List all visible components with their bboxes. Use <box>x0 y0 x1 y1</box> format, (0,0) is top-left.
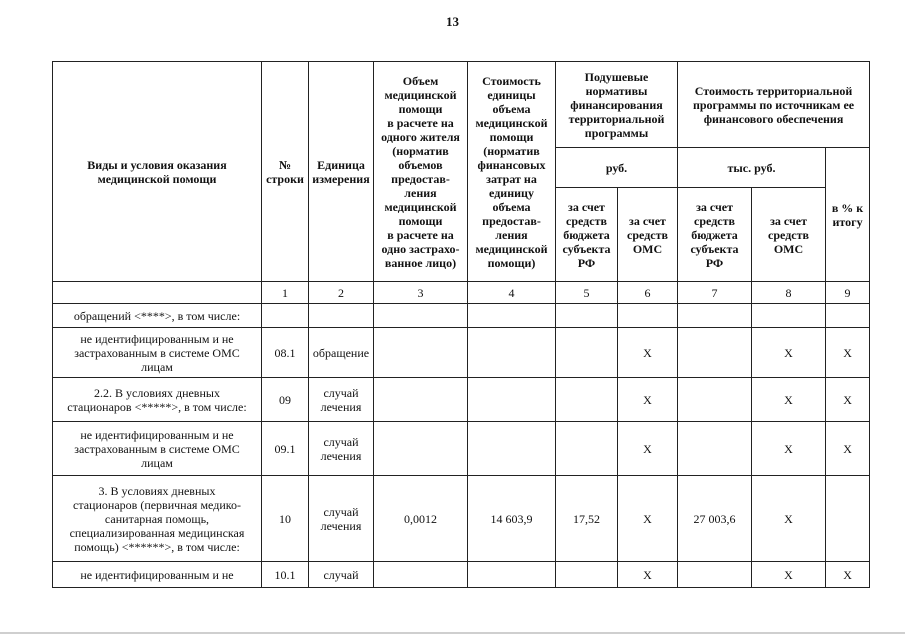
row-cost-budget <box>678 328 752 378</box>
row-number: 08.1 <box>262 328 309 378</box>
row-unit: случай <box>309 562 374 588</box>
row-number <box>262 304 309 328</box>
row-unit-cost: 14 603,9 <box>468 476 556 562</box>
row-percapita-budget <box>556 328 618 378</box>
row-percapita-budget <box>556 562 618 588</box>
column-number: 6 <box>618 282 678 304</box>
row-label: 2.2. В условиях дневных стационаров <*****>, в том числе: <box>53 378 262 422</box>
row-label: не идентифицированным и не застрахованным в системе ОМС лицам <box>53 422 262 476</box>
medical-care-cost-table <box>52 61 870 588</box>
row-label: обращений <****>, в том числе: <box>53 304 262 328</box>
row-label: 3. В условиях дневных стационаров (первичная медико- санитарная помощь, специализированная медицинская помощь) <******>, в том числе: <box>53 476 262 562</box>
header-per-capita: Подушевые нормативы финансирования территориальной программы <box>556 62 678 148</box>
header-oms-2: за счет средств ОМС <box>752 188 826 282</box>
header-rub: руб. <box>556 148 678 188</box>
header-row-1 <box>53 62 870 148</box>
row-unit: случай лечения <box>309 422 374 476</box>
row-percapita-oms <box>618 304 678 328</box>
row-percent: X <box>826 378 870 422</box>
row-unit: случай лечения <box>309 378 374 422</box>
row-percapita-oms: X <box>618 422 678 476</box>
column-number: 3 <box>374 282 468 304</box>
column-number: 7 <box>678 282 752 304</box>
header-row-number: № строки <box>262 62 309 282</box>
row-percapita-budget <box>556 378 618 422</box>
header-kinds: Виды и условия оказания медицинской помощи <box>53 62 262 282</box>
row-number: 09 <box>262 378 309 422</box>
page-bottom-edge <box>0 632 905 634</box>
header-oms: за счет средств ОМС <box>618 188 678 282</box>
row-unit: случай лечения <box>309 476 374 562</box>
row-percapita-oms: X <box>618 476 678 562</box>
row-number: 10.1 <box>262 562 309 588</box>
row-percent: X <box>826 328 870 378</box>
row-cost-oms: X <box>752 422 826 476</box>
header-program-cost: Стоимость территориальной программы по источникам ее финансового обеспечения <box>678 62 870 148</box>
row-percapita-oms: X <box>618 378 678 422</box>
row-label: не идентифицированным и не <box>53 562 262 588</box>
row-volume <box>374 562 468 588</box>
column-number: 9 <box>826 282 870 304</box>
row-volume <box>374 328 468 378</box>
row-unit-cost <box>468 422 556 476</box>
row-cost-budget <box>678 422 752 476</box>
row-cost-budget <box>678 378 752 422</box>
row-cost-oms <box>752 304 826 328</box>
header-unit: Единица измерения <box>309 62 374 282</box>
table-row <box>53 304 870 328</box>
row-percent: X <box>826 422 870 476</box>
column-number: 5 <box>556 282 618 304</box>
row-volume <box>374 378 468 422</box>
page-number: 13 <box>446 14 459 29</box>
table-row <box>53 378 870 422</box>
column-number-blank <box>53 282 262 304</box>
row-unit-cost <box>468 328 556 378</box>
row-percapita-budget: 17,52 <box>556 476 618 562</box>
row-cost-oms: X <box>752 328 826 378</box>
row-cost-budget <box>678 562 752 588</box>
row-percapita-oms: X <box>618 562 678 588</box>
column-number: 8 <box>752 282 826 304</box>
row-percapita-budget <box>556 304 618 328</box>
header-budget-rf: за счет средств бюджета субъекта РФ <box>556 188 618 282</box>
row-cost-budget <box>678 304 752 328</box>
row-cost-oms: X <box>752 562 826 588</box>
row-number: 10 <box>262 476 309 562</box>
row-percent <box>826 476 870 562</box>
header-thousand-rub: тыс. руб. <box>678 148 826 188</box>
row-percent: X <box>826 562 870 588</box>
row-cost-oms: X <box>752 476 826 562</box>
row-percapita-oms: X <box>618 328 678 378</box>
table-row <box>53 422 870 476</box>
row-unit-cost <box>468 562 556 588</box>
row-volume: 0,0012 <box>374 476 468 562</box>
table-row <box>53 476 870 562</box>
row-unit <box>309 304 374 328</box>
header-budget-rf-2: за счет средств бюджета субъекта РФ <box>678 188 752 282</box>
row-cost-budget: 27 003,6 <box>678 476 752 562</box>
row-percapita-budget <box>556 422 618 476</box>
row-label: не идентифицированным и не застрахованным в системе ОМС лицам <box>53 328 262 378</box>
column-number: 2 <box>309 282 374 304</box>
table-row <box>53 328 870 378</box>
column-number-row <box>53 282 870 304</box>
row-cost-oms: X <box>752 378 826 422</box>
header-volume: Объем медицинской помощи в расчете на одного жителя (норматив объемов предостав- ления медицинской помощи в расчете на одно застрахо- ванное лицо) <box>374 62 468 282</box>
header-unit-cost: Стоимость единицы объема медицинской помощи (норматив финансовых затрат на единицу объема предостав- ления медицинской помощи) <box>468 62 556 282</box>
column-number: 1 <box>262 282 309 304</box>
row-unit: обращение <box>309 328 374 378</box>
row-unit-cost <box>468 378 556 422</box>
row-volume <box>374 422 468 476</box>
header-percent: в % к итогу <box>826 148 870 282</box>
table-row <box>53 562 870 588</box>
row-volume <box>374 304 468 328</box>
column-number: 4 <box>468 282 556 304</box>
row-number: 09.1 <box>262 422 309 476</box>
row-unit-cost <box>468 304 556 328</box>
row-percent <box>826 304 870 328</box>
